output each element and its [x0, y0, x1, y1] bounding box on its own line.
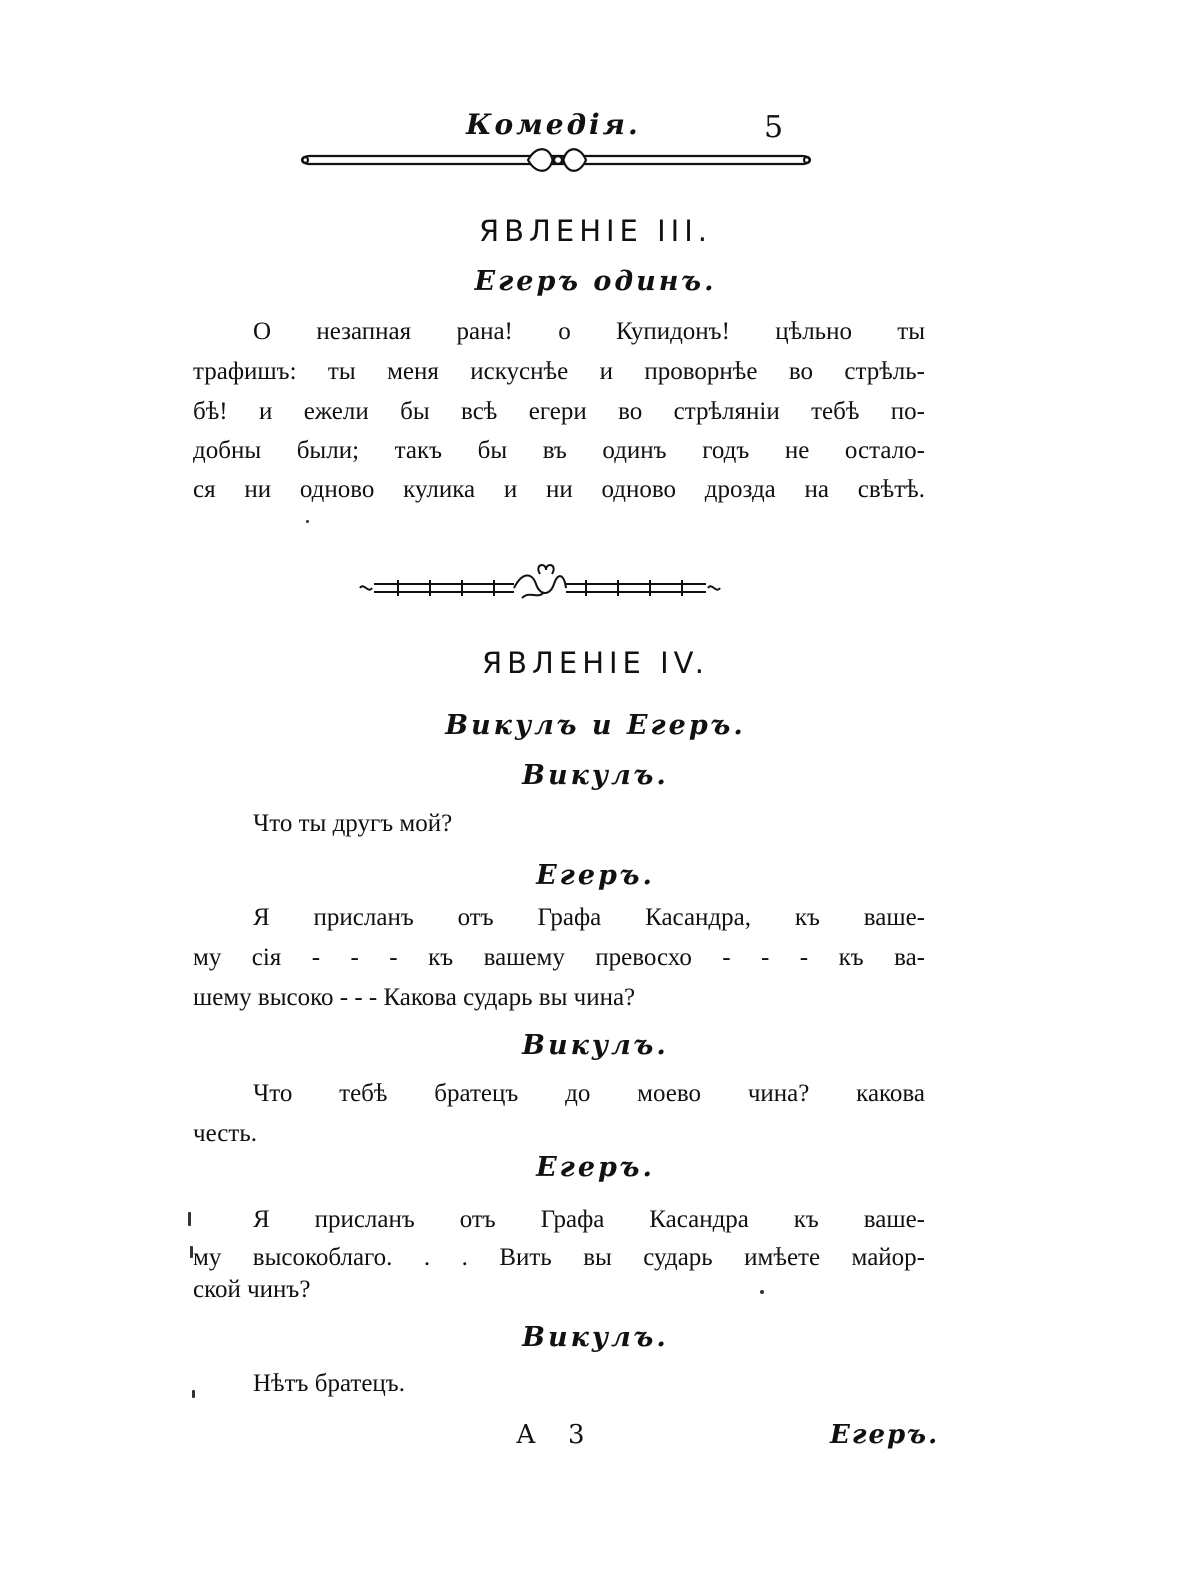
eger-line-6: ской чинъ? [193, 1276, 311, 1303]
scene-3-line-1: О незапная рана! о Купидонъ! цѣльно ты [253, 318, 925, 345]
catchword: Егеръ. [830, 1420, 940, 1450]
eger-line-2: му сія - - - къ вашему превосхо - - - къ ва- [193, 944, 925, 971]
gathering-signature: А 3 [516, 1420, 597, 1450]
scene-3-line-3: бѣ! и ежели бы всѣ егери во стрѣляніи тебѣ по- [193, 398, 925, 425]
vikul-line-2: Что тебѣ братецъ до моево чина? какова [253, 1080, 925, 1107]
print-speck [306, 520, 309, 523]
scene-4-heading: ЯВЛЕНІЕ IV. [482, 646, 709, 680]
speaker-eger-2: Егеръ. [536, 1152, 655, 1183]
speaker-vikul-2: Викулъ. [522, 1030, 669, 1061]
scene-3-line-4: добны были; такъ бы въ одинъ годъ не осталo- [193, 437, 925, 464]
print-speck [192, 1390, 195, 1398]
vikul-line-1: Что ты другъ мой? [253, 810, 453, 837]
eger-line-5: му высокоблаго. . . Вить вы сударь имѣете майор- [193, 1244, 925, 1271]
print-speck [190, 1246, 193, 1258]
page-number: 5 [764, 110, 784, 145]
scene-3-line-2: трафишъ: ты меня искуснѣе и проворнѣе во стрѣль- [193, 358, 925, 385]
print-speck [188, 1212, 191, 1226]
eger-line-3: шему высоко - - - Какова сударь вы чина? [193, 984, 636, 1011]
vikul-line-3: честь. [193, 1120, 257, 1147]
speaker-eger-1: Егеръ. [536, 860, 655, 891]
eger-line-4: Я присланъ отъ Графа Касандра къ ваше- [253, 1206, 925, 1233]
scene-3-line-5: ся ни одново кулика и ни одново дрозда на свѣтѣ. [193, 476, 925, 503]
scene-3-heading: ЯВЛЕНІЕ III. [479, 214, 712, 248]
eger-line-1: Я присланъ отъ Графа Касандра, къ ваше- [253, 904, 925, 931]
speaker-vikul-3: Викулъ. [522, 1322, 669, 1353]
print-speck [760, 1290, 764, 1294]
running-title: Комедія. [466, 108, 641, 141]
ornamental-rule-top [296, 144, 816, 178]
scene-4-cast: Викулъ и Егеръ. [445, 710, 746, 741]
vikul-line-4: Нѣтъ братецъ. [253, 1370, 405, 1397]
speaker-vikul-1: Викулъ. [522, 760, 669, 791]
ornamental-rule-middle [354, 560, 726, 606]
scene-3-speaker: Егеръ одинъ. [474, 266, 717, 297]
